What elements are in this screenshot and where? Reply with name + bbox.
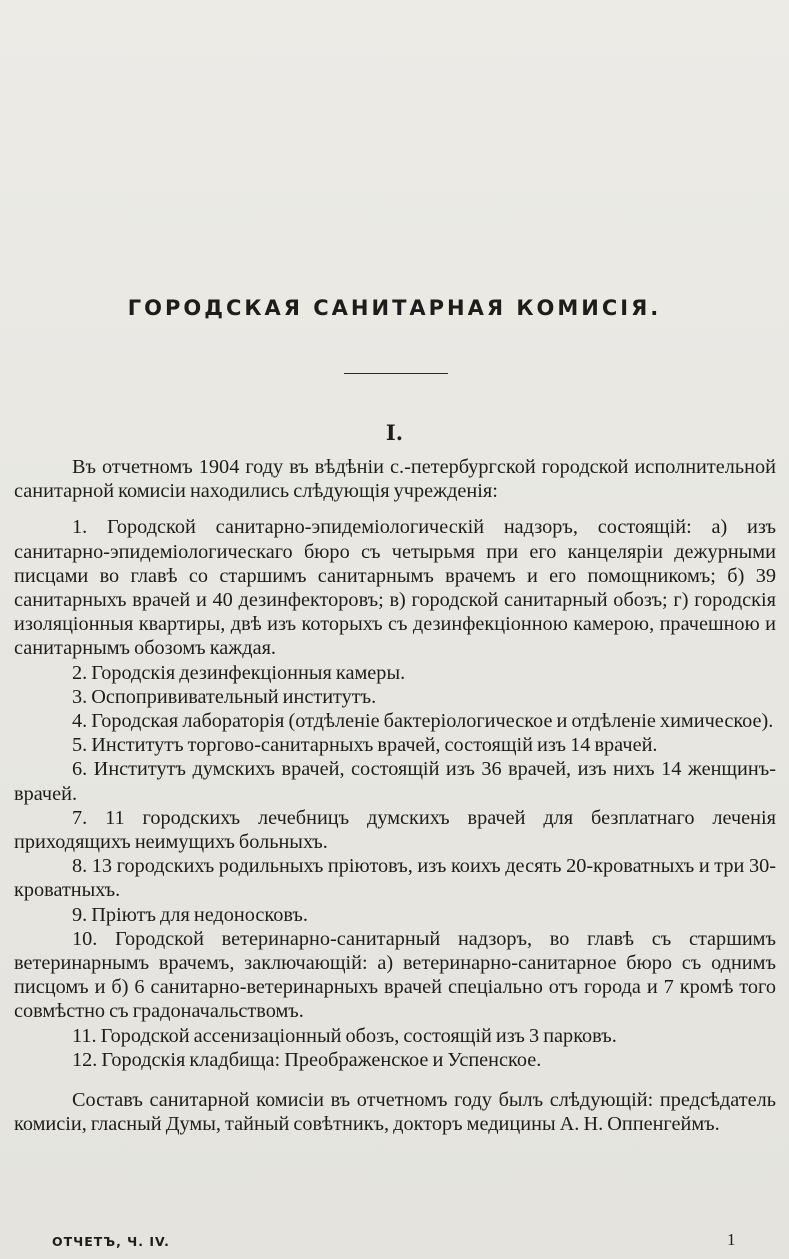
page-number: 1 <box>727 1230 736 1249</box>
list-item: 9. Пріютъ для недоносковъ. <box>72 903 308 926</box>
list-item: 12. Городскія кладбища: Преображенское и Успенское. <box>72 1048 542 1071</box>
title-divider <box>344 373 448 374</box>
list-item: 8. 13 городскихъ родильныхъ пріютовъ, изъ коихъ десять 20-кроватныхъ и три 30-кроватныхъ. <box>14 855 776 902</box>
closing-paragraph: Составъ санитарной комисіи въ отчетномъ году былъ слѣдующій: предсѣдатель комисіи, гласный Думы, тайный совѣтникъ, докторъ медицины А. Н. Оппенгеймъ. <box>14 1089 776 1136</box>
list-item: 4. Городская лабораторія (отдѣленіе бактеріологическое и отдѣленіе химическое). <box>72 710 774 733</box>
intro-paragraph: Въ отчетномъ 1904 году въ вѣдѣніи с.-петербургской городской исполнительной санитарной комисіи находились слѣдующія учрежденія: <box>14 456 776 503</box>
section-number: I. <box>385 420 404 445</box>
list-item: 5. Институтъ торгово-санитарныхъ врачей, состоящій изъ 14 врачей. <box>72 734 658 757</box>
list-item: 10. Городской ветеринарно-санитарный надзоръ, во главѣ съ старшимъ ветеринарнымъ врачемъ, заключающій: а) ветеринарно-санитарное бюро съ однимъ писцомъ и б) 6 санитарно-ветеринарныхъ врачей спеціально отъ города и 7 кромѣ того совмѣстно съ градоначальствомъ. <box>14 927 776 1023</box>
body-text <box>14 455 776 1136</box>
list-item: 2. Городскія дезинфекціонныя камеры. <box>72 661 406 684</box>
list-item: 3. Оспопрививательный институтъ. <box>72 685 377 708</box>
page-title: ГОРОДСКАЯ САНИТАРНАЯ КОМИСІЯ. <box>127 296 662 320</box>
list-item: 6. Институтъ думскихъ врачей, состоящій изъ 36 врачей, изъ нихъ 14 женщинъ-врачей. <box>14 758 776 805</box>
footer-report-label: ОТЧЕТЪ, Ч. IV. <box>52 1234 170 1249</box>
list-item: 7. 11 городскихъ лечебницъ думскихъ врачей для безплатнаго леченія приходящихъ неимущихъ больныхъ. <box>14 806 776 854</box>
list-item: 1. Городской санитарно-эпидеміологическій надзоръ, состоящій: а) изъ санитарно-эпидеміологическаго бюро съ четырьмя при его канцеляріи дежурными писцами во главѣ со старшимъ санитарнымъ врачемъ и его помощникомъ; б) 39 санитарныхъ врачей и 40 дезинфекторовъ; в) городской санитарный обозъ; г) городскія изоляціонныя квартиры, двѣ изъ которыхъ съ дезинфекціонною камерою, прачешною и санитарнымъ обозомъ каждая. <box>14 516 776 660</box>
list-item: 11. Городской ассенизаціонный обозъ, состоящій изъ 3 парковъ. <box>72 1024 617 1047</box>
